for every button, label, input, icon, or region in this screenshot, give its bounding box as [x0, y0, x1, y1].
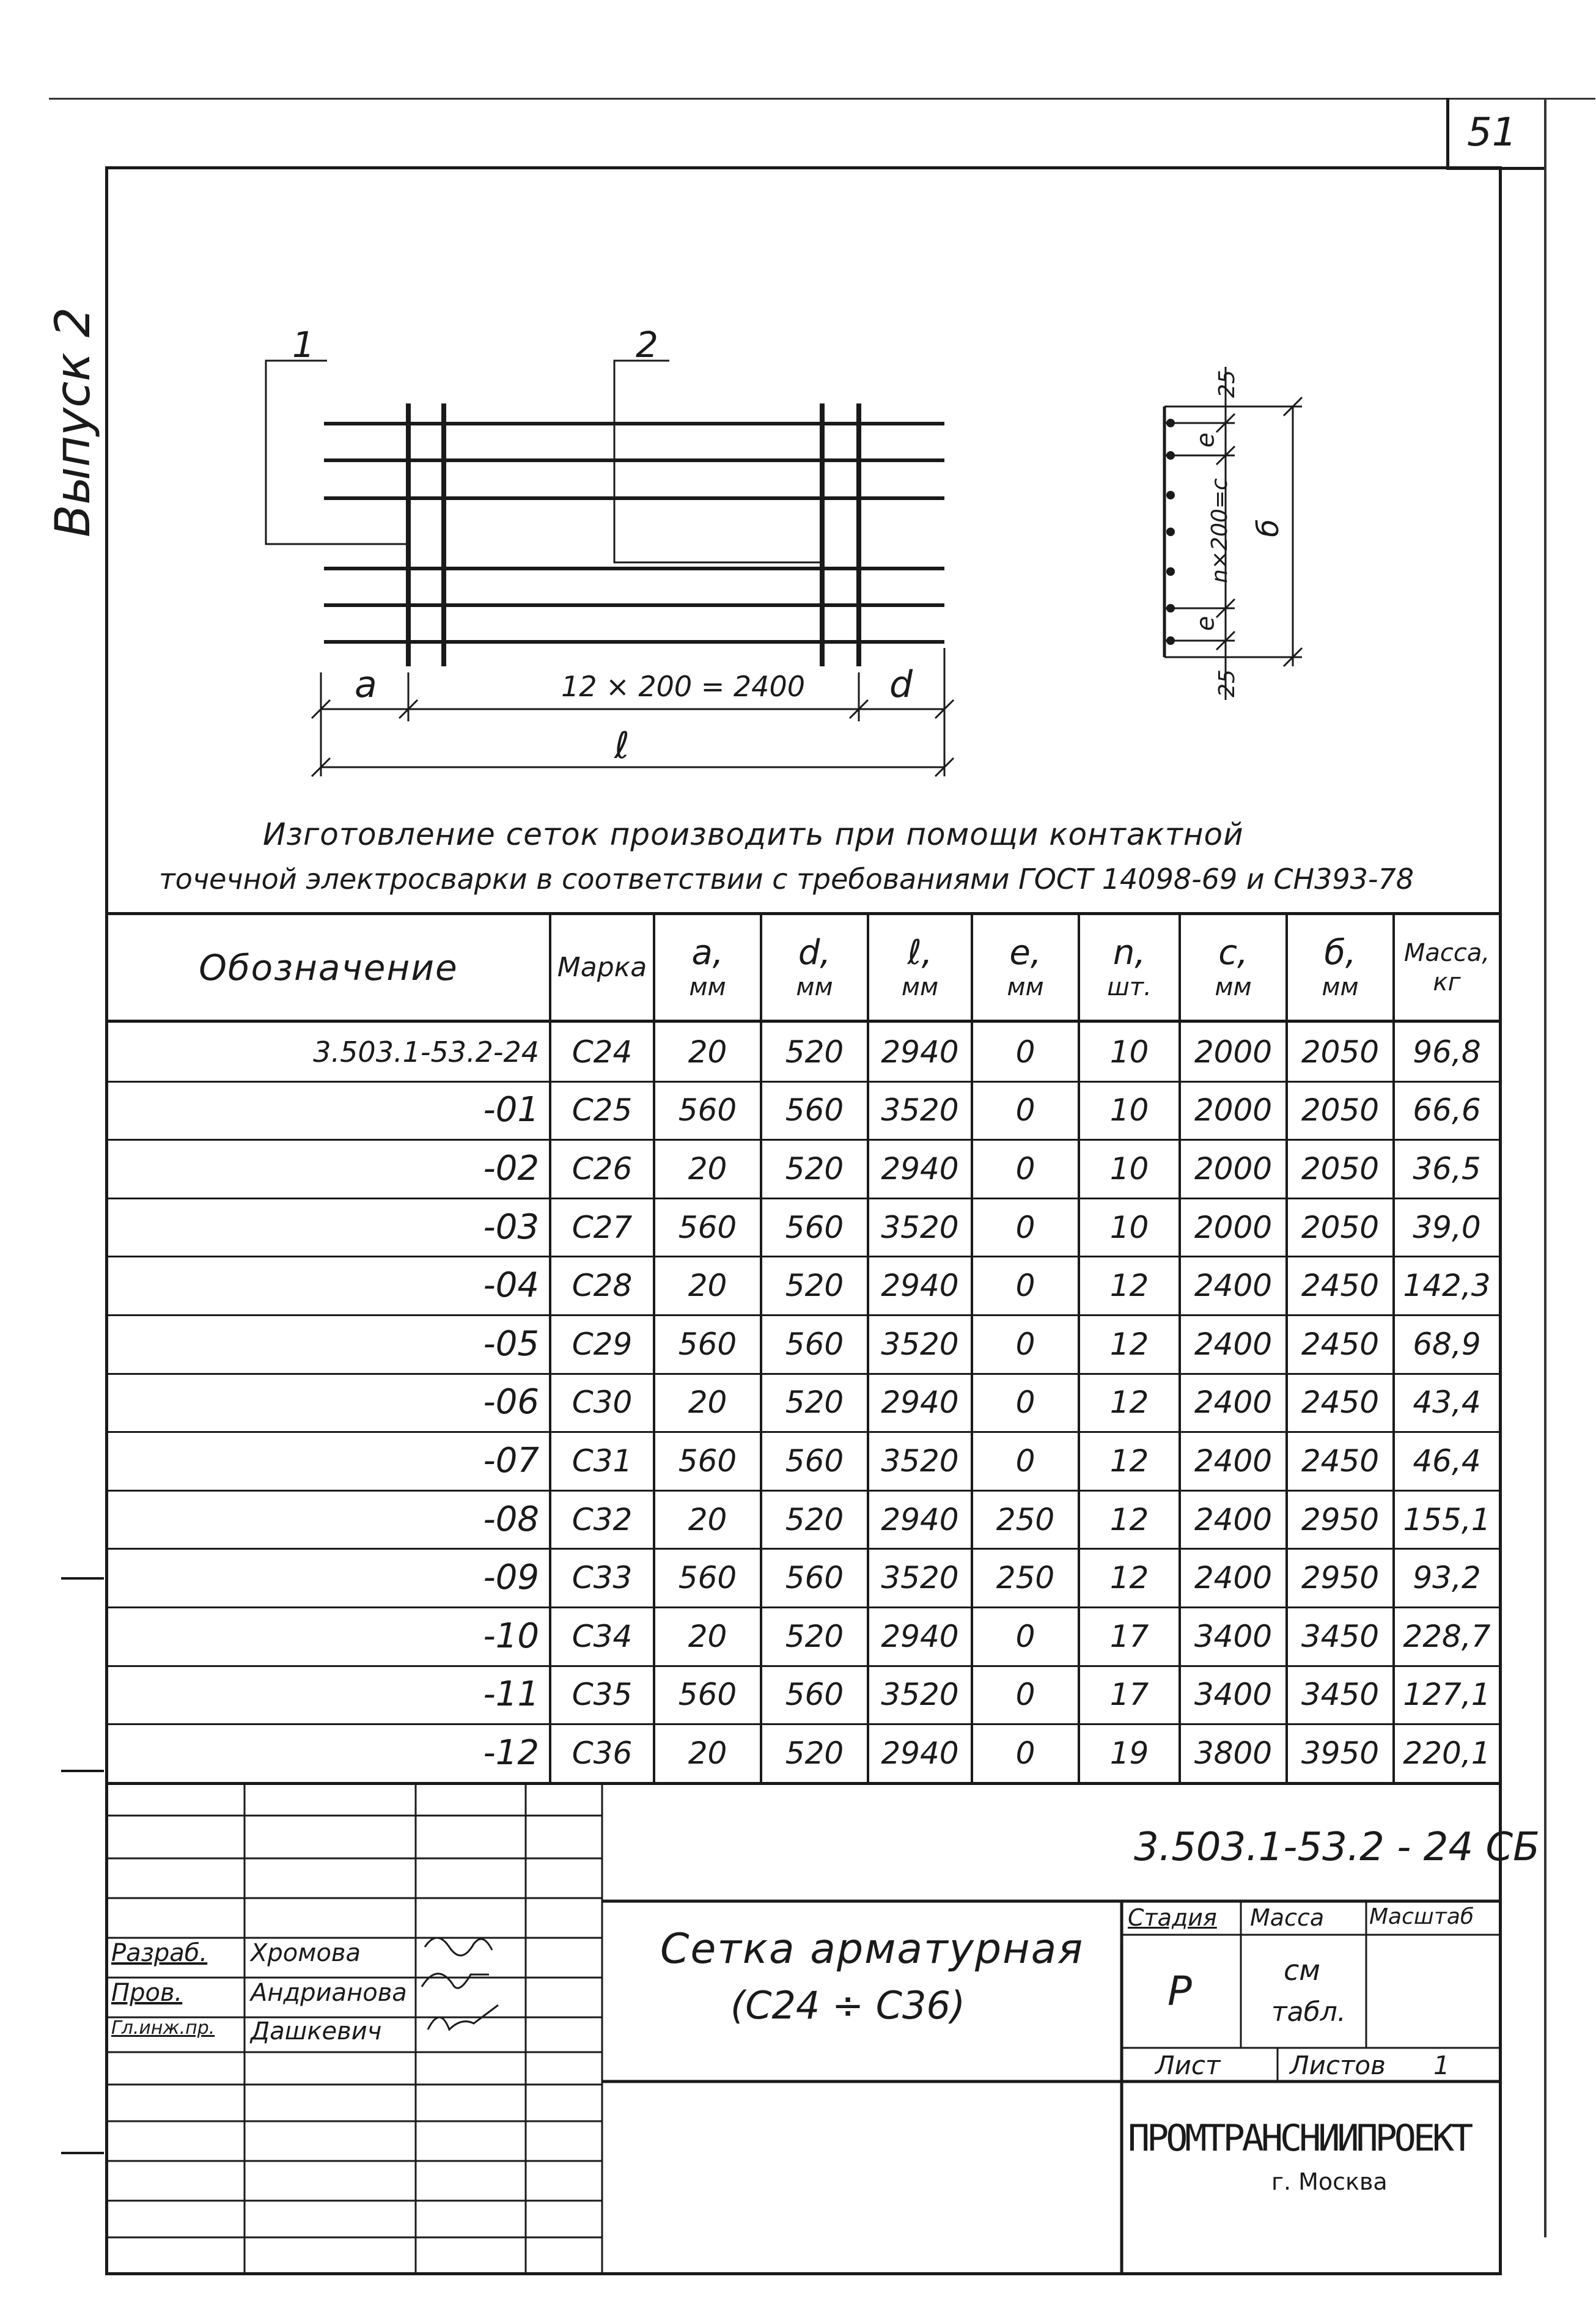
sheets-value: 1	[1433, 2050, 1450, 2080]
note-line-1: Изготовление сеток производить при помощи контактной	[263, 817, 1244, 852]
cell-value: 560	[678, 1092, 737, 1128]
cell-designation: -12	[483, 1732, 539, 1773]
dim-label-l: ℓ	[614, 724, 630, 767]
cell-mark: C35	[572, 1677, 633, 1713]
cell-value: 66,6	[1413, 1092, 1481, 1128]
mass-label: Масса	[1250, 1904, 1325, 1931]
cell-value: 560	[678, 1209, 737, 1245]
staff-name: Андрианова	[251, 1979, 407, 2007]
cell-value: 560	[785, 1560, 844, 1596]
stage-value: Р	[1168, 1968, 1192, 2015]
staff-name: Дашкевич	[251, 2017, 382, 2045]
mass-value-2: табл.	[1271, 1997, 1346, 2028]
cell-value: 560	[785, 1443, 844, 1479]
cell-value: 3950	[1301, 1735, 1380, 1771]
mass-value-1: см	[1284, 1954, 1320, 1987]
cell-designation: -03	[483, 1207, 539, 1247]
cell-mark: C36	[572, 1735, 633, 1771]
cell-value: 3520	[881, 1560, 959, 1596]
cell-value: 3400	[1194, 1677, 1273, 1713]
cell-value: 12	[1109, 1326, 1149, 1362]
header-designation: Обозначение	[199, 946, 458, 988]
cell-value: 0	[1015, 1150, 1035, 1187]
cell-value: 2400	[1194, 1385, 1273, 1421]
cell-value: 2940	[881, 1501, 959, 1537]
cell-value: 39,0	[1413, 1209, 1481, 1245]
cell-designation: -04	[483, 1265, 539, 1306]
staff-name: Хромова	[251, 1939, 361, 1967]
cell-value: 20	[688, 1618, 727, 1654]
cell-value: 250	[996, 1560, 1055, 1596]
header-e: e, мм	[1007, 932, 1044, 1001]
cell-value: 520	[785, 1735, 844, 1771]
cell-value: 12	[1109, 1560, 1149, 1596]
header-n: n, шт.	[1107, 932, 1152, 1001]
cell-value: 17	[1109, 1677, 1149, 1713]
cell-value: 2000	[1194, 1034, 1273, 1070]
cell-value: 2940	[881, 1618, 959, 1654]
cell-value: 2450	[1301, 1326, 1380, 1362]
cell-value: 2940	[881, 1150, 959, 1187]
cell-designation: -07	[483, 1440, 539, 1481]
cell-value: 0	[1015, 1618, 1035, 1654]
cell-mark: C32	[572, 1501, 633, 1537]
cell-designation: -11	[483, 1674, 539, 1715]
section-dim-b: б	[1251, 519, 1285, 537]
cell-value: 560	[678, 1443, 737, 1479]
staff-role: Гл.инж.пр.	[111, 2017, 215, 2039]
margin-mark	[61, 1577, 104, 1580]
cell-value: 2950	[1301, 1501, 1380, 1537]
cell-mark: C26	[572, 1150, 633, 1187]
signature-chief-engineer	[428, 2005, 498, 2030]
cell-mark: C27	[572, 1209, 633, 1245]
cell-value: 20	[688, 1385, 727, 1421]
cell-value: 0	[1015, 1443, 1035, 1479]
cell-value: 68,9	[1413, 1326, 1481, 1362]
dim-label-middle: 12 × 200 = 2400	[561, 670, 805, 703]
cell-value: 3450	[1301, 1677, 1380, 1713]
header-mass: Масса, кг	[1403, 938, 1490, 996]
cell-value: 520	[785, 1618, 844, 1654]
margin-mark	[61, 1770, 104, 1772]
cell-designation: -09	[483, 1558, 539, 1598]
cell-value: 2050	[1301, 1092, 1380, 1128]
cell-value: 228,7	[1403, 1618, 1491, 1654]
cell-value: 3400	[1194, 1618, 1273, 1654]
cell-value: 520	[785, 1501, 844, 1537]
dim-label-a: a	[355, 663, 377, 706]
cell-value: 2400	[1194, 1560, 1273, 1596]
cell-value: 560	[678, 1560, 737, 1596]
callout-1: 1	[292, 324, 315, 366]
cell-value: 560	[785, 1326, 844, 1362]
cell-value: 2000	[1194, 1209, 1273, 1245]
cell-value: 3800	[1194, 1735, 1273, 1771]
cell-value: 520	[785, 1034, 844, 1070]
section-dim-e-bottom: e	[1191, 616, 1220, 631]
cell-value: 0	[1015, 1034, 1035, 1070]
cell-value: 10	[1109, 1150, 1149, 1187]
cell-mark: C33	[572, 1560, 633, 1596]
header-l: ℓ, мм	[901, 932, 939, 1001]
cell-value: 3520	[881, 1092, 959, 1128]
cell-value: 43,4	[1413, 1385, 1481, 1421]
cell-value: 3450	[1301, 1618, 1380, 1654]
cell-value: 19	[1109, 1735, 1149, 1771]
cell-designation: -08	[483, 1499, 539, 1539]
stage-label: Стадия	[1128, 1904, 1217, 1931]
cell-value: 0	[1015, 1677, 1035, 1713]
staff-role: Пров.	[111, 1979, 183, 2007]
cell-mark: C34	[572, 1618, 633, 1654]
cell-value: 12	[1109, 1268, 1149, 1304]
cell-value: 155,1	[1403, 1501, 1491, 1537]
cell-value: 17	[1109, 1618, 1149, 1654]
cell-value: 2940	[881, 1034, 959, 1070]
note-line-2: точечной электросварки в соответствии с требованиями ГОСТ 14098-69 и СН393-78	[159, 863, 1414, 896]
cell-value: 250	[996, 1501, 1055, 1537]
margin-mark	[61, 2152, 104, 2154]
cell-value: 220,1	[1403, 1735, 1491, 1771]
doc-code: 3.503.1-53.2 - 24 СБ	[1134, 1825, 1540, 1870]
cell-value: 20	[688, 1034, 727, 1070]
section-dim-nx200: n×200=c	[1207, 478, 1232, 583]
cell-value: 2050	[1301, 1034, 1380, 1070]
cell-value: 520	[785, 1385, 844, 1421]
cell-value: 2000	[1194, 1150, 1273, 1187]
cell-value: 560	[785, 1677, 844, 1713]
scale-label: Масштаб	[1369, 1904, 1474, 1929]
cell-mark: C29	[572, 1326, 633, 1362]
section-dim-e-top: e	[1191, 432, 1220, 448]
header-b: б, мм	[1322, 932, 1359, 1001]
cell-value: 2400	[1194, 1268, 1273, 1304]
cell-mark: C30	[572, 1385, 633, 1421]
cell-value: 2450	[1301, 1443, 1380, 1479]
sheet-number: 51	[1467, 110, 1517, 155]
cell-value: 2000	[1194, 1092, 1273, 1128]
section-dim-25-top: 25	[1214, 370, 1240, 398]
cell-value: 2940	[881, 1735, 959, 1771]
cell-mark: C24	[572, 1034, 633, 1070]
cell-value: 2450	[1301, 1385, 1380, 1421]
cell-value: 3520	[881, 1677, 959, 1713]
cell-value: 10	[1109, 1092, 1149, 1128]
cell-designation: -10	[483, 1616, 539, 1656]
cell-value: 127,1	[1403, 1677, 1491, 1713]
cell-value: 142,3	[1403, 1268, 1491, 1304]
cell-value: 560	[785, 1092, 844, 1128]
cell-value: 560	[678, 1326, 737, 1362]
cell-value: 520	[785, 1150, 844, 1187]
dim-label-d: d	[889, 663, 913, 706]
cell-value: 520	[785, 1268, 844, 1304]
header-d: d, мм	[796, 932, 833, 1001]
header-a: a, мм	[689, 932, 726, 1001]
cell-value: 36,5	[1413, 1150, 1481, 1187]
cell-designation: -06	[483, 1382, 539, 1422]
cell-value: 93,2	[1413, 1560, 1481, 1596]
cell-value: 2450	[1301, 1268, 1380, 1304]
cell-value: 12	[1109, 1501, 1149, 1537]
cell-value: 10	[1109, 1034, 1149, 1070]
cell-value: 20	[688, 1501, 727, 1537]
cell-value: 560	[678, 1677, 737, 1713]
cell-designation: 3.503.1-53.2-24	[313, 1035, 539, 1069]
cell-value: 2940	[881, 1268, 959, 1304]
cell-value: 10	[1109, 1209, 1149, 1245]
sheet-label: Лист	[1155, 2050, 1221, 2080]
cell-value: 0	[1015, 1735, 1035, 1771]
signature-developer	[425, 1938, 492, 1956]
callout-2: 2	[636, 324, 658, 366]
sheets-label: Листов	[1290, 2050, 1386, 2080]
org-name: ПРОМТРАНСНИИПРОЕКТ	[1128, 2117, 1471, 2160]
org-city: г. Москва	[1271, 2168, 1388, 2195]
cell-value: 3520	[881, 1443, 959, 1479]
cell-value: 20	[688, 1735, 727, 1771]
cell-value: 2940	[881, 1385, 959, 1421]
cell-value: 0	[1015, 1209, 1035, 1245]
cell-value: 12	[1109, 1385, 1149, 1421]
cell-value: 20	[688, 1268, 727, 1304]
drawing-title-line-2: (С24 ÷ С36)	[730, 1983, 966, 2028]
cell-mark: C31	[572, 1443, 633, 1479]
cell-designation: -05	[483, 1323, 539, 1364]
cell-value: 20	[688, 1150, 727, 1187]
cell-mark: C28	[572, 1268, 633, 1304]
cell-value: 2950	[1301, 1560, 1380, 1596]
cell-value: 2400	[1194, 1443, 1273, 1479]
header-mark: Марка	[557, 951, 647, 983]
cell-designation: -01	[483, 1090, 539, 1130]
cell-value: 2050	[1301, 1150, 1380, 1187]
side-label: Выпуск 2	[46, 307, 101, 537]
cell-value: 3520	[881, 1326, 959, 1362]
cell-value: 96,8	[1413, 1034, 1481, 1070]
cell-mark: C25	[572, 1092, 633, 1128]
signature-checker	[422, 1974, 489, 1989]
drawing-title-line-1: Сетка арматурная	[660, 1925, 1084, 1973]
staff-role: Разраб.	[111, 1939, 208, 1967]
cell-value: 12	[1109, 1443, 1149, 1479]
cell-value: 2050	[1301, 1209, 1380, 1245]
cell-value: 2400	[1194, 1326, 1273, 1362]
cell-value: 46,4	[1413, 1443, 1481, 1479]
cell-value: 0	[1015, 1385, 1035, 1421]
cell-value: 0	[1015, 1092, 1035, 1128]
cell-value: 3520	[881, 1209, 959, 1245]
cell-value: 0	[1015, 1268, 1035, 1304]
cell-value: 0	[1015, 1326, 1035, 1362]
cell-value: 560	[785, 1209, 844, 1245]
cell-designation: -02	[483, 1148, 539, 1188]
section-dim-25-bottom: 25	[1214, 669, 1240, 697]
header-c: c, мм	[1215, 932, 1252, 1001]
cell-value: 2400	[1194, 1501, 1273, 1537]
